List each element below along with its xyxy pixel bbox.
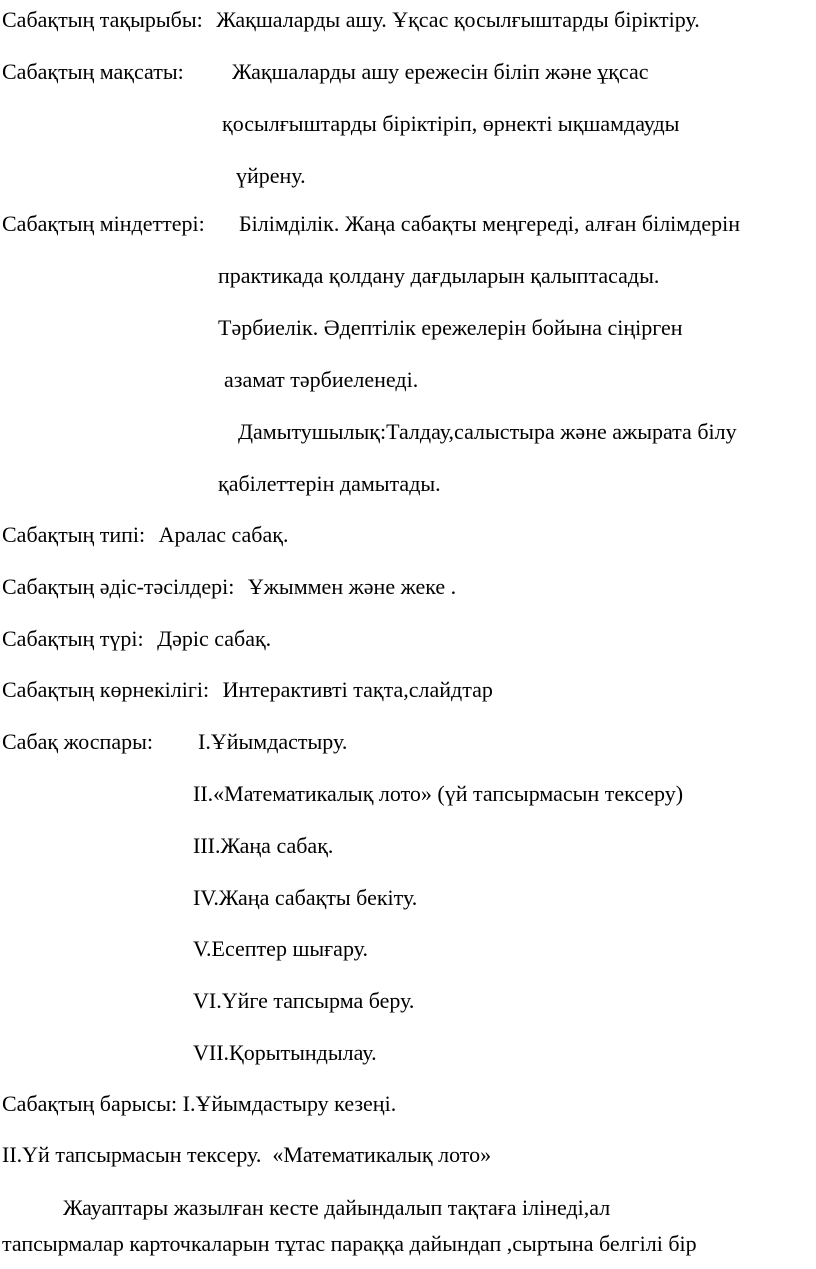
kind-label: Сабақтың түрі:	[2, 626, 144, 651]
progress-row	[2, 1091, 396, 1117]
plan-item: І.Ұйымдастыру.	[198, 729, 348, 754]
plan-label: Сабақ жоспары:	[2, 729, 153, 754]
topic-text: Жақшаларды ашу. Ұқсас қосылғыштарды біріктіру.	[216, 7, 700, 32]
visuals-text: Интерактивті тақта,слайдтар	[222, 677, 493, 702]
methods-row	[2, 574, 456, 600]
plan-item: VІІ.Қорытындылау.	[193, 1040, 377, 1065]
homework-line: ІІ.Үй тапсырмасын тексеру. «Математикалық лото»	[2, 1142, 492, 1167]
plan-item: ІІІ.Жаңа сабақ.	[193, 833, 334, 858]
methods-text: Ұжыммен және жеке .	[247, 574, 457, 599]
plan-item: V.Есептер шығару.	[193, 936, 368, 961]
progress-text: І.Ұйымдастыру кезеңі.	[182, 1091, 397, 1116]
visuals-row	[2, 677, 493, 703]
paragraph-line: Жауаптары жазылған кесте дайындалып тақтаға ілінеді,ал	[63, 1195, 611, 1220]
goal-line: Жақшаларды ашу ережесін біліп және ұқсас	[232, 59, 649, 84]
tasks-line: Тәрбиелік. Әдептілік ережелерін бойына сіңірген	[218, 315, 683, 340]
goal-line: үйрену.	[236, 163, 306, 188]
paragraph-line: тапсырмалар карточкаларын тұтас параққа дайындап ,сыртына белгілі бір	[2, 1231, 697, 1256]
plan-item: ІІ.«Математикалық лото» (үй тапсырмасын тексеру)	[193, 781, 684, 806]
goal-label: Сабақтың мақсаты:	[2, 59, 184, 84]
methods-label: Сабақтың әдіс-тәсілдері:	[2, 574, 235, 599]
progress-label: Сабақтың барысы:	[2, 1091, 178, 1116]
goal-line: қосылғыштарды біріктіріп, өрнекті ықшамдауды	[222, 111, 680, 136]
type-text: Аралас сабақ.	[158, 522, 289, 547]
plan-item: VІ.Үйге тапсырма беру.	[193, 988, 415, 1013]
kind-text: Дәріс сабақ.	[157, 626, 272, 651]
tasks-line: Білімділік. Жаңа сабақты меңгереді, алған білімдерін	[239, 211, 741, 236]
type-row	[2, 522, 288, 548]
tasks-line: азамат тәрбиеленеді.	[224, 367, 419, 392]
tasks-line: Дамытушылық:Талдау,салыстыра және ажырата білу	[238, 419, 737, 444]
tasks-line: қабілеттерін дамытады.	[218, 471, 441, 496]
tasks-label: Сабақтың міндеттері:	[2, 211, 205, 236]
tasks-line: практикада қолдану дағдыларын қалыптасады.	[218, 263, 660, 288]
kind-row	[2, 626, 271, 652]
topic-label: Сабақтың тақырыбы:	[2, 7, 203, 32]
plan-item: ІV.Жаңа сабақты бекіту.	[193, 885, 418, 910]
type-label: Сабақтың типі:	[2, 522, 146, 547]
visuals-label: Сабақтың көрнекілігі:	[2, 677, 210, 702]
topic-row	[2, 7, 700, 33]
